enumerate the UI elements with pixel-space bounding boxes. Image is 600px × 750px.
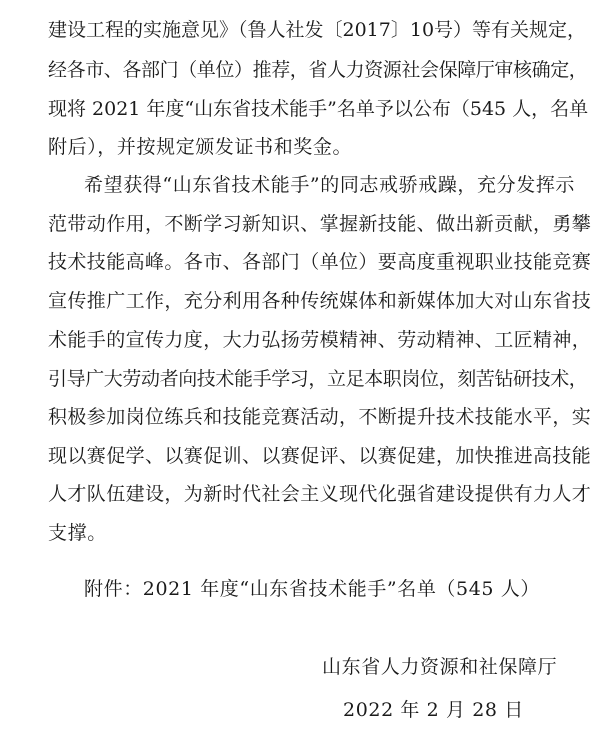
text-line: 范带动作用，不断学习新知识、掌握新技能、做出新贡献，勇攀	[48, 213, 592, 235]
text-line: 支撑。	[48, 522, 107, 544]
attachment-note: 附件：2021 年度“山东省技术能手”名单（545 人）	[84, 578, 540, 600]
text-line: 现将 2021 年度“山东省技术能手”名单予以公布（545 人，名单	[48, 98, 589, 120]
text-line: 经各市、各部门（单位）推荐，省人力资源社会保障厅审核确定，	[48, 59, 588, 81]
text-line: 宣传推广工作，充分利用各种传统媒体和新媒体加大对山东省技	[48, 290, 592, 312]
text-line: 附后），并按规定颁发证书和奖金。	[48, 136, 353, 158]
text-line: 积极参加岗位练兵和技能竞赛活动，不断提升技术技能水平，实	[48, 406, 592, 428]
text-line: 术能手的宣传力度，大力弘扬劳模精神、劳动精神、工匠精神，	[48, 329, 592, 351]
issuing-organization: 山东省人力资源和社保障厅	[322, 656, 558, 678]
text-line: 人才队伍建设，为新时代社会主义现代化强省建设提供有力人才	[48, 483, 592, 505]
text-line: 现以赛促学、以赛促训、以赛促评、以赛促建，加快推进高技能	[48, 445, 592, 467]
text-line: 引导广大劳动者向技术能手学习，立足本职岗位，刻苦钻研技术，	[48, 368, 588, 390]
text-line: 建设工程的实施意见》（鲁人社发〔2017〕10号）等有关规定，	[48, 19, 587, 41]
issue-date: 2022 年 2 月 28 日	[343, 699, 524, 721]
text-line: 技术技能高峰。各市、各部门（单位）要高度重视职业技能竞赛	[48, 251, 592, 273]
text-line: 希望获得“山东省技术能手”的同志戒骄戒躁，充分发挥示	[84, 174, 576, 196]
